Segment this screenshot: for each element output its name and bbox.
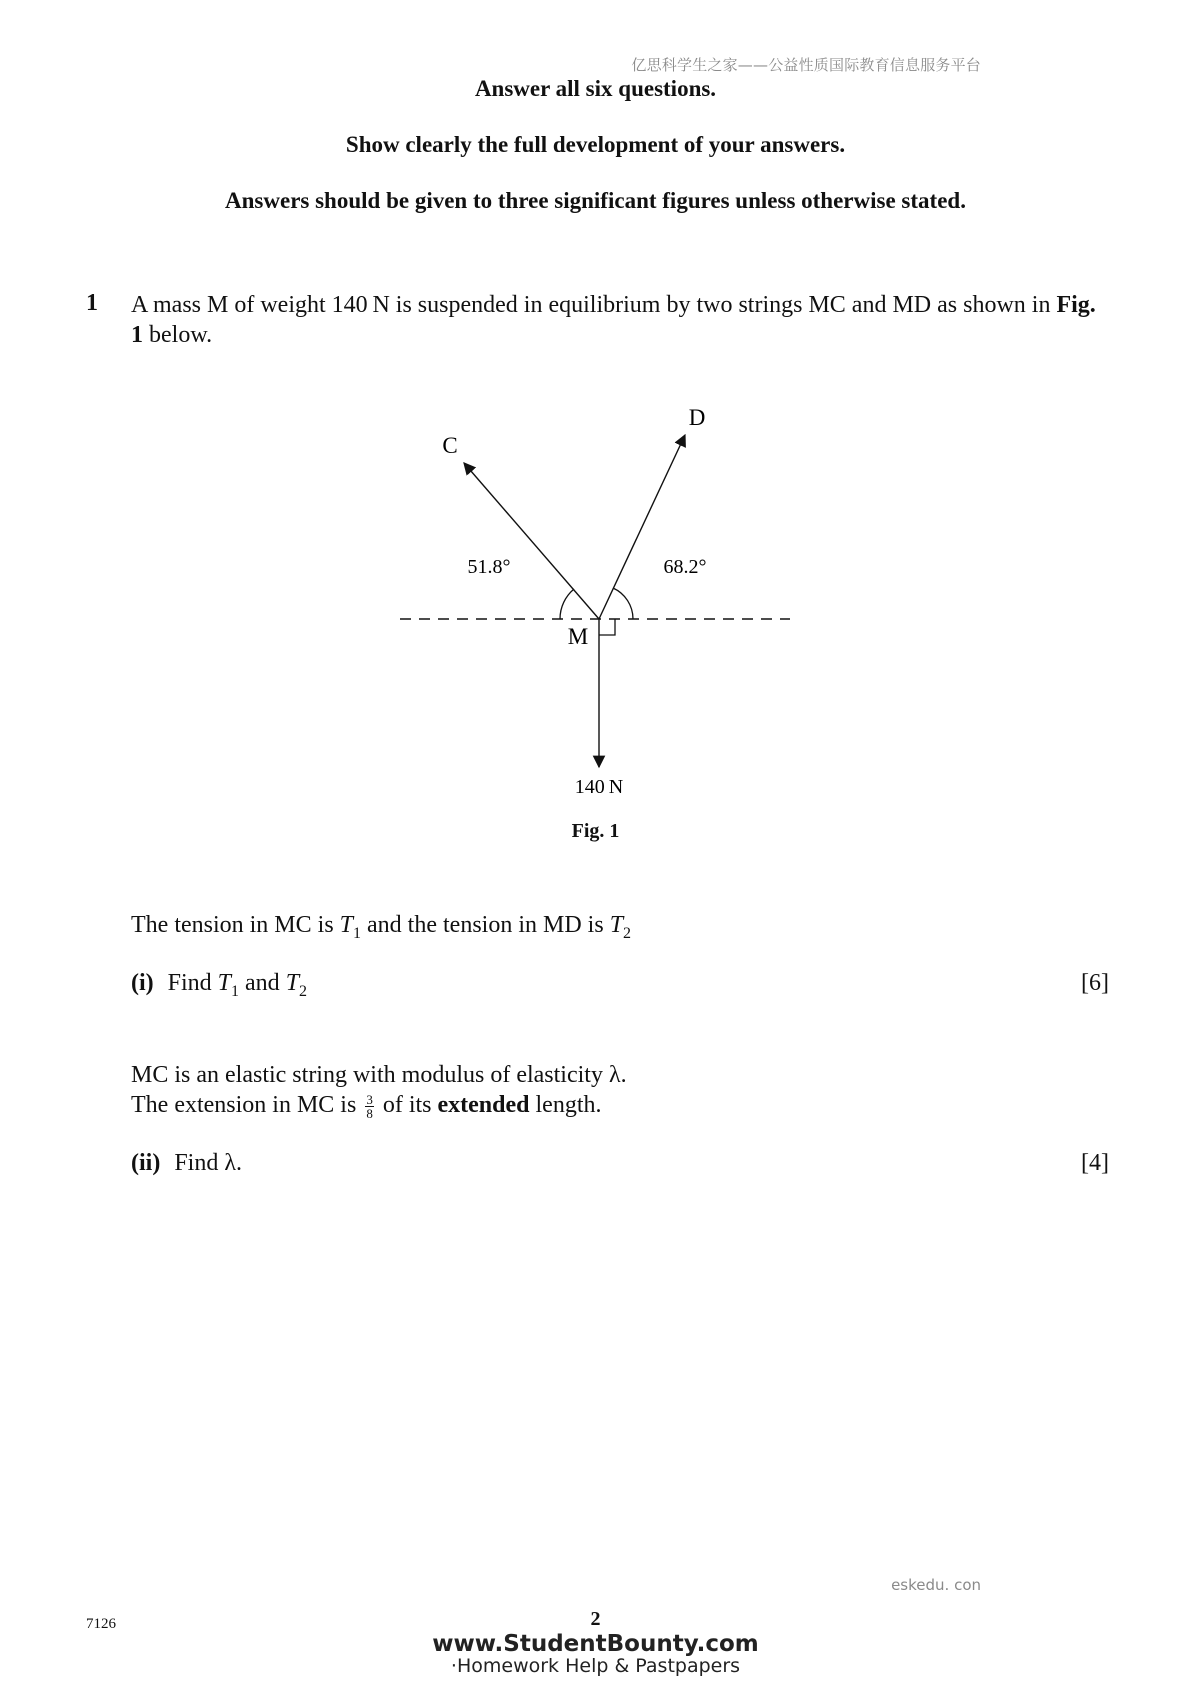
fraction-denominator: 8 (366, 1105, 373, 1121)
figure-caption: Fig. 1 (571, 820, 620, 842)
tension-text-b: and the tension in MD is (361, 912, 610, 938)
part-i-marks: [6] (1081, 970, 1109, 996)
part-ii-marks: [4] (1081, 1150, 1109, 1176)
question-text (131, 290, 1111, 350)
part-i (131, 970, 308, 1000)
part-ii-text: Find λ. (174, 1150, 242, 1176)
question-text-a: A mass M of weight 140 N is suspended in equilibrium by two strings MC and MD as shown in (131, 292, 1057, 318)
string-mc (464, 463, 599, 619)
part-i-t1-sub: 1 (231, 983, 240, 1000)
instruction-line-1: Answer all six questions. (474, 76, 717, 101)
fraction-three-eighths (365, 1093, 374, 1120)
angle-right-label: 68.2° (663, 556, 707, 578)
label-d: D (688, 405, 706, 430)
studentbounty-tagline: ·Homework Help & Pastpapers (450, 1655, 741, 1677)
part-i-text-b: and (239, 970, 286, 996)
weight-label: 140 N (574, 776, 624, 798)
watermark-bottom: eskedu. con (891, 1576, 981, 1594)
question-number: 1 (86, 290, 98, 316)
elastic-text-c: length. (529, 1092, 602, 1118)
label-m: M (567, 624, 589, 649)
string-md (599, 435, 685, 619)
t1-symbol: T (339, 912, 354, 938)
t2-symbol: T (609, 912, 624, 938)
angle-arc-left (560, 589, 574, 619)
elastic-line-1: MC is an elastic string with modulus of elasticity λ. (131, 1062, 627, 1088)
fraction-numerator: 3 (366, 1091, 373, 1107)
watermark-top: 亿思科学生之家——公益性质国际教育信息服务平台 (631, 56, 981, 74)
elastic-text-b: of its (376, 1092, 438, 1118)
instruction-line-2: Show clearly the full development of your answers. (345, 132, 846, 157)
studentbounty-logo: www.StudentBounty.com (432, 1631, 759, 1657)
part-i-text-a: Find (167, 970, 218, 996)
instruction-line-3: Answers should be given to three significant figures unless otherwise stated. (225, 188, 966, 213)
t2-subscript: 2 (623, 925, 632, 942)
page-number: 2 (590, 1608, 601, 1630)
tension-statement (131, 910, 631, 940)
tension-text-a: The tension in MC is (131, 912, 340, 938)
part-i-t1: T (217, 970, 232, 996)
paper-code: 7126 (86, 1616, 116, 1632)
part-i-label: (i) (131, 970, 154, 996)
force-diagram (380, 395, 800, 805)
angle-arc-right (613, 588, 633, 619)
label-c: C (442, 433, 458, 458)
t1-subscript: 1 (353, 925, 362, 942)
right-angle-mark (599, 619, 615, 635)
part-ii-label: (ii) (131, 1150, 161, 1176)
elastic-text-a: The extension in MC is (131, 1092, 363, 1118)
part-i-t2: T (285, 970, 300, 996)
part-i-t2-sub: 2 (299, 983, 308, 1000)
angle-left-label: 51.8° (467, 556, 511, 578)
elastic-bold-word: extended (437, 1092, 530, 1118)
elastic-line-2 (131, 1090, 602, 1120)
question-text-b: below. (143, 322, 213, 348)
part-ii (131, 1150, 242, 1177)
fig-reference: Fig. 1 (131, 292, 1096, 348)
